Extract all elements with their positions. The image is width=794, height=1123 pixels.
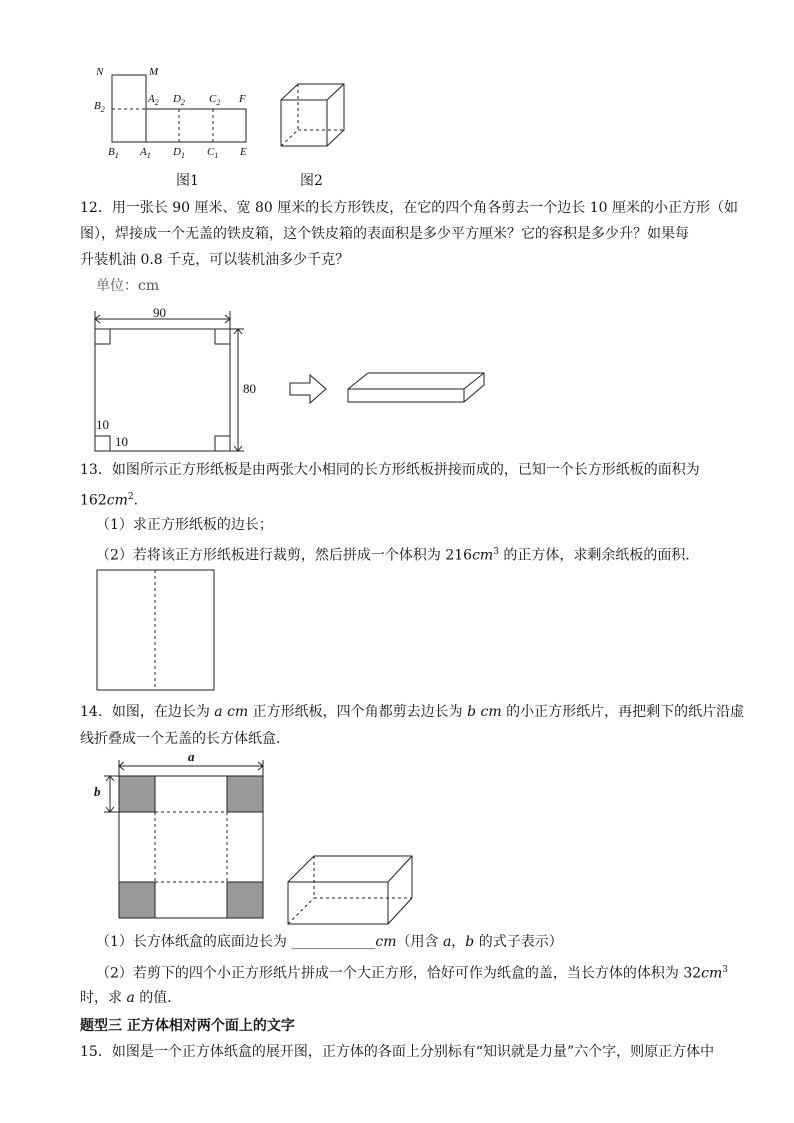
label-B1: $B_1$ — [108, 146, 119, 161]
q14-sub-2-cont: 时，求 a 的值． — [80, 990, 182, 1006]
q14-figure-b-label: b — [94, 784, 101, 799]
q12-unit-label: 单位：cm — [96, 278, 160, 294]
caption-figure-1: 图1 — [176, 173, 199, 189]
q13-line-2: $162cm^2$. — [80, 492, 139, 509]
q13-sub-1: （1）求正方形纸板的边长； — [96, 517, 273, 533]
q12-corner-label-b: 10 — [115, 434, 128, 449]
label-A2: $A_2$ — [148, 93, 159, 108]
q14-sub-2: （2）若剪下的四个小正方形纸片拼成一个大正方形，恰好可作为纸盒的盖，当长方体的体积为 $32cm^3$ — [96, 965, 729, 982]
q14-line-1: 14．如图，在边长为 a cm 正方形纸板，四个角都剪去边长为 b cm 的小正方形纸片，再把剩下的纸片沿虚 — [80, 704, 745, 720]
label-D2: $D_2$ — [173, 93, 185, 108]
q13-line-1: 13．如图所示正方形纸板是由两张大小相同的长方形纸板拼接而成的，已知一个长方形纸板的面积为 — [80, 462, 700, 478]
cube-figure-2 — [280, 82, 360, 152]
q12-line-1: 12．用一张长 90 厘米、宽 80 厘米的长方形铁皮，在它的四个角各剪去一个边长 10 厘米的小正方形（如 — [80, 200, 738, 216]
label-F: F — [239, 93, 246, 105]
q15-line-1: 15．如图是一个正方体纸盒的展开图，正方体的各面上分别标有“知识就是力量”六个字，则原正方体中 — [80, 1044, 715, 1060]
q12-height-label: 80 — [243, 381, 256, 396]
q12-sheet-figure — [90, 305, 510, 455]
label-E: E — [240, 146, 247, 158]
label-A1: $A_1$ — [140, 146, 151, 161]
label-D1: $D_1$ — [173, 146, 185, 161]
q14-figure-a-label: a — [188, 749, 195, 764]
q12-line-2: 图），焊接成一个无盖的铁皮箱，这个铁皮箱的表面积是多少平方厘米？它的容积是多少升？如果每 — [80, 226, 689, 242]
label-B2: $B_2$ — [94, 100, 105, 115]
label-C2: $C_2$ — [209, 93, 221, 108]
label-M: M — [149, 66, 159, 78]
q14-sub-1: （1）长方体纸盒的底面边长为 ____________cm（用含 a，b 的式子表示） — [96, 934, 563, 950]
q14-net-figure — [100, 756, 420, 936]
q13-sub-2: （2）若将该正方形纸板进行裁剪，然后拼成一个体积为 $216cm^3$ 的正方体，求剩余纸板的面积． — [96, 547, 700, 564]
label-N: N — [96, 66, 104, 78]
label-C1: $C_1$ — [207, 146, 219, 161]
net-figure-1 — [100, 66, 260, 156]
q13-square-board — [96, 569, 218, 693]
q12-line-3: 升装机油 0.8 千克，可以装机油多少千克？ — [80, 252, 350, 268]
q14-line-2: 线折叠成一个无盖的长方体纸盒． — [80, 731, 290, 747]
section-title: 题型三 正方体相对两个面上的文字 — [80, 1018, 295, 1034]
q12-width-label: 90 — [153, 305, 166, 320]
q12-corner-label-a: 10 — [96, 417, 109, 432]
caption-figure-2: 图2 — [300, 173, 323, 189]
